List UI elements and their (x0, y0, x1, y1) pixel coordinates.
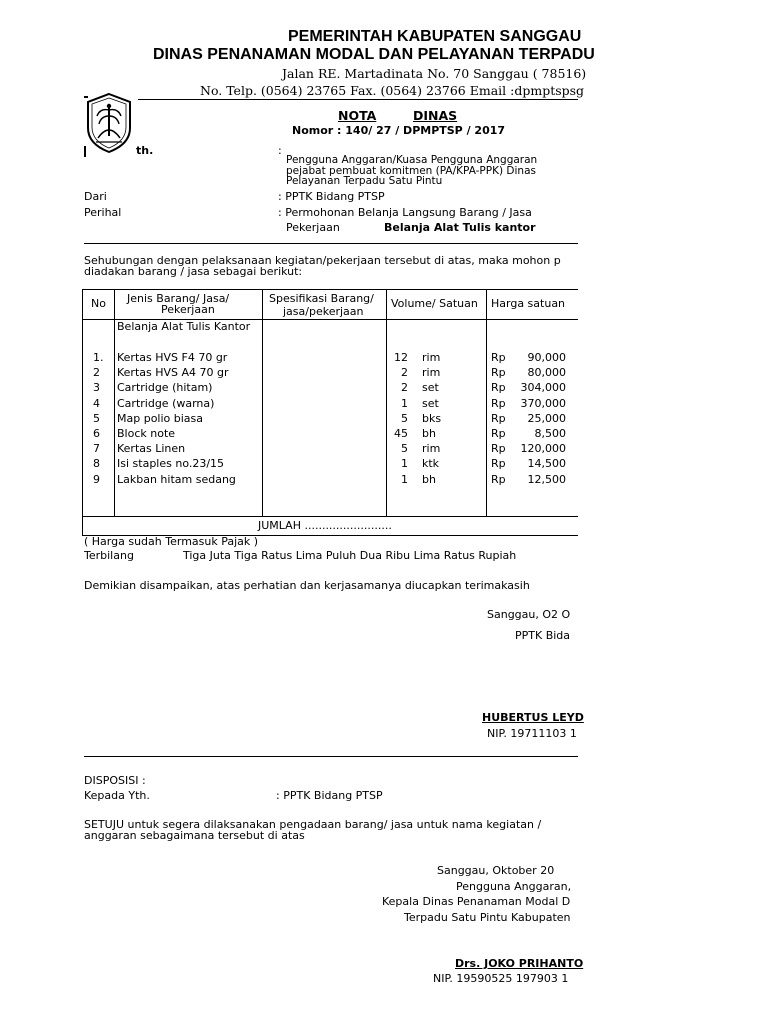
table-border-left (82, 289, 83, 536)
header-divider (84, 243, 578, 244)
row-item: Isi staples no.23/15 (117, 457, 225, 471)
signature1-nip: NIP. 19711103 1 (487, 727, 577, 740)
closing-text: Demikian disampaikan, atas perhatian dan kerjasamanya diucapkan terimakasih (84, 579, 530, 592)
letterhead-phone: No. Telp. (0564) 23765 Fax. (0564) 23766 Email :dpmptspsg (200, 83, 585, 98)
perihal-value: : Permohonan Belanja Langsung Barang / Jasa (278, 206, 532, 219)
row-unit: rim (422, 442, 441, 456)
disposisi-title: DISPOSISI : (84, 774, 146, 787)
row-no: 8 (93, 457, 100, 471)
row-no: 6 (93, 427, 100, 440)
row-currency: Rp (491, 351, 506, 364)
table-col-divider-2 (262, 289, 263, 517)
row-qty: 1 (401, 457, 408, 471)
signature1-place-date: Sanggau, O2 O (487, 608, 571, 621)
row-currency: Rp (491, 366, 506, 380)
col-header-jenis-1: Jenis Barang/ Jasa/ (127, 292, 230, 305)
regency-seal-logo (84, 92, 134, 154)
row-unit: bh (422, 427, 436, 440)
col-header-harga: Harga satuan (491, 297, 566, 310)
disposisi-kepada-label: Kepada Yth. (84, 789, 150, 802)
table-col-divider-3 (386, 289, 387, 517)
row-currency: Rp (491, 442, 506, 456)
row-no: 5 (93, 411, 100, 425)
row-item: Kertas HVS F4 70 gr (117, 351, 228, 364)
table-jumlah: JUMLAH ......................... (258, 519, 392, 532)
row-currency: Rp (491, 396, 506, 410)
row-item: Kertas HVS A4 70 gr (117, 366, 229, 380)
row-no: 7 (93, 442, 100, 456)
row-price: 304,000 (520, 381, 566, 395)
row-unit: bh (422, 472, 436, 486)
row-unit: rim (422, 366, 441, 380)
kepada-label: th. (136, 144, 154, 157)
row-currency: Rp (491, 381, 506, 395)
row-qty: 5 (401, 411, 408, 425)
row-no: 9 (93, 472, 100, 486)
kepada-line-2: pejabat pembuat komitmen (PA/KPA-PPK) Dinas (286, 165, 536, 177)
row-currency: Rp (491, 411, 506, 425)
dari-label: Dari (84, 190, 107, 203)
signature1-name: HUBERTUS LEYD (482, 711, 584, 724)
row-price: 12,500 (527, 472, 566, 486)
signature2-line-2: Kepala Dinas Penanaman Modal D (382, 895, 571, 908)
row-price: 25,000 (527, 411, 566, 425)
col-header-spesifikasi-1: Spesifikasi Barang/ (269, 292, 374, 305)
kepada-line-1: Pengguna Anggaran/Kuasa Pengguna Anggaran (286, 154, 538, 166)
signature2-line-1: Pengguna Anggaran, (456, 880, 572, 893)
row-item: Lakban hitam sedang (117, 472, 236, 486)
row-no: 2 (93, 366, 100, 380)
row-no: 4 (93, 396, 100, 410)
signature2-nip: NIP. 19590525 197903 1 (433, 972, 569, 985)
col-header-volume: Volume/ Satuan (391, 297, 478, 310)
pekerjaan-value: Belanja Alat Tulis kantor (384, 221, 536, 234)
row-qty: 12 (394, 351, 408, 364)
row-item: Cartridge (warna) (117, 396, 215, 410)
table-body-bottom (82, 516, 578, 517)
letterhead-divider (138, 99, 578, 100)
row-price: 80,000 (527, 366, 566, 380)
row-qty: 2 (401, 366, 408, 380)
row-item: Map polio biasa (117, 411, 204, 425)
letterhead-line2: DINAS PENANAMAN MODAL DAN PELAYANAN TERPADU (153, 46, 595, 63)
row-currency: Rp (491, 427, 506, 440)
row-price: 8,500 (534, 427, 566, 440)
signature2-place-date: Sanggau, Oktober 20 (437, 864, 555, 877)
letterhead-address: Jalan RE. Martadinata No. 70 Sanggau ( 78516) (282, 66, 587, 81)
table-group-label: Belanja Alat Tulis Kantor (117, 320, 251, 333)
table-border-top (82, 289, 578, 290)
disposisi-setuju-line-2: anggaran sebagaimana tersebut di atas (84, 829, 305, 842)
row-item: Kertas Linen (117, 442, 186, 456)
disposisi-kepada-value: : PPTK Bidang PTSP (276, 789, 383, 802)
table-col-divider-1 (114, 289, 115, 517)
terbilang-value: Tiga Juta Tiga Ratus Lima Puluh Dua Ribu Lima Ratus Rupiah (183, 549, 517, 562)
row-price: 14,500 (527, 457, 566, 471)
row-no: 3 (93, 381, 100, 395)
margin-mark (84, 96, 88, 98)
items-table (82, 289, 578, 536)
letterhead-line1: PEMERINTAH KABUPATEN SANGGAU (288, 28, 582, 45)
row-qty: 1 (401, 396, 408, 410)
kepada-label-mark (84, 146, 86, 157)
row-unit: set (422, 396, 439, 410)
terbilang-label: Terbilang (84, 549, 134, 562)
pajak-note: ( Harga sudah Termasuk Pajak ) (84, 535, 259, 548)
pekerjaan-label: Pekerjaan (286, 221, 340, 234)
kepada-colon: : (278, 144, 282, 157)
row-qty: 5 (401, 442, 408, 456)
row-price: 90,000 (527, 351, 566, 364)
row-qty: 45 (394, 427, 408, 440)
row-currency: Rp (491, 457, 506, 471)
intro-line-1: Sehubungan dengan pelaksanaan kegiatan/pekerjaan tersebut di atas, maka mohon p (84, 254, 561, 267)
signature-divider (84, 756, 578, 757)
signature2-name: Drs. JOKO PRIHANTO (455, 957, 584, 970)
row-unit: ktk (422, 457, 440, 471)
col-header-spesifikasi-2: jasa/pekerjaan (283, 305, 364, 318)
row-qty: 1 (401, 472, 408, 486)
col-header-jenis-2: Pekerjaan (161, 303, 215, 316)
nota-title-left: NOTA (338, 108, 377, 123)
table-col-divider-4 (486, 289, 487, 517)
dari-value: : PPTK Bidang PTSP (278, 190, 385, 203)
row-unit: rim (422, 351, 441, 364)
perihal-label: Perihal (84, 206, 122, 219)
row-currency: Rp (491, 472, 506, 486)
nota-number: Nomor : 140/ 27 / DPMPTSP / 2017 (292, 124, 506, 137)
row-qty: 2 (401, 381, 408, 395)
signature1-role: PPTK Bida (515, 629, 571, 642)
kepada-line-3: Pelayanan Terpadu Satu Pintu (286, 175, 443, 187)
intro-line-2: diadakan barang / jasa sebagai berikut: (84, 265, 303, 278)
row-item: Cartridge (hitam) (117, 381, 213, 395)
row-price: 120,000 (520, 442, 566, 456)
row-unit: set (422, 381, 439, 395)
col-header-no: No (91, 297, 106, 310)
nota-title-right: DINAS (413, 108, 458, 123)
row-item: Block note (117, 427, 176, 440)
signature2-line-3: Terpadu Satu Pintu Kabupaten (404, 911, 571, 924)
disposisi-setuju-line-1: SETUJU untuk segera dilaksanakan pengadaan barang/ jasa untuk nama kegiatan / (84, 818, 542, 831)
row-unit: bks (422, 411, 442, 425)
row-no: 1. (93, 351, 104, 364)
row-price: 370,000 (520, 396, 566, 410)
